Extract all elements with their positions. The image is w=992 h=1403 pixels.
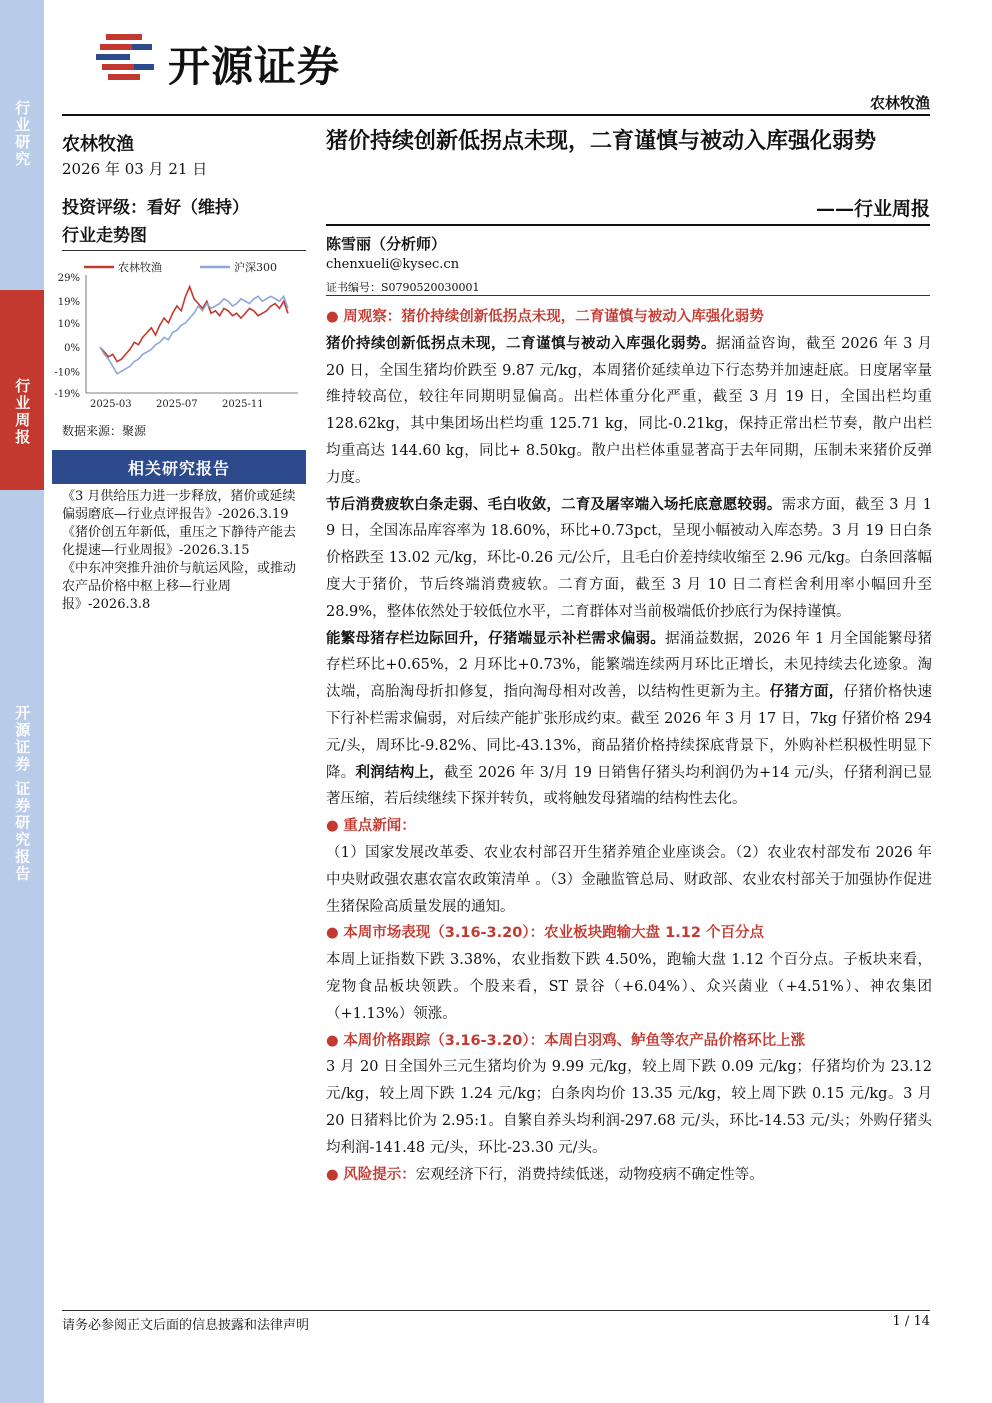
section-heading-weekly-observation: ● 周观察：猪价持续创新低拐点未现，二育谨慎与被动入库强化弱势: [326, 309, 764, 325]
trend-chart: [54, 255, 306, 425]
related-report-item[interactable]: 《3 月供给压力进一步释放，猪价或延续偏弱磨底—行业点评报告》-2026.3.19: [62, 489, 296, 522]
bullet-icon: ●: [326, 818, 344, 835]
x-tick-label: 2025-07: [156, 399, 198, 410]
logo-text: 开源证券: [168, 42, 341, 91]
section-heading-market-performance: ● 本周市场表现（3.16-3.20）：农业板块跑输大盘 1.12 个百分点: [326, 925, 764, 942]
cert-rule: [326, 295, 930, 296]
report-body: [326, 304, 932, 1188]
side-label-industry-research: 行业研究: [13, 100, 32, 168]
y-tick-label: -19%: [54, 389, 80, 400]
related-report-item[interactable]: 《中东冲突推升油价与航运风险，或推动农产品价格中枢上移—行业周报》-2026.3.8: [62, 561, 297, 612]
x-tick-label: 2025-11: [222, 399, 264, 410]
bullet-icon: ●: [326, 309, 344, 325]
section-heading-price-tracking: ● 本周价格跟踪（3.16-3.20）：本周白羽鸡、鲈鱼等农产品价格环比上涨: [326, 1032, 806, 1049]
section-risk: ● 风险提示：宏观经济下行，消费持续低迷，动物疫病不确定性等。: [326, 1166, 764, 1183]
sector-name: 农林牧渔: [62, 134, 134, 155]
legend-label: 沪深300: [234, 261, 277, 274]
report-title: 猪价持续创新低拐点未现，二育谨慎与被动入库强化弱势: [326, 129, 877, 154]
footer-disclaimer: 请务必参阅正文后面的信息披露和法律声明: [62, 1318, 310, 1333]
report-date: 2026 年 03 月 21 日: [62, 160, 208, 178]
y-tick-label: 29%: [57, 273, 80, 284]
related-report-item[interactable]: 《猪价创五年新低，重压之下静待产能去化提速—行业周报》-2026.3.15: [62, 525, 297, 558]
investment-rating: 投资评级：看好（维持）: [62, 198, 249, 218]
paragraph: 本周上证指数下跌 3.38%，农业指数下跌 4.50%，跑输大盘 1.12 个百分点。子板块来看，宠物食品板块领跌。个股来看，ST 景谷（+6.04%）、众兴菌业（+4.51%）、神农集团（+1.13%）领涨。: [326, 952, 932, 1022]
logo-mark-icon: [88, 30, 158, 86]
bullet-icon: ●: [326, 925, 344, 942]
related-reports-heading: 相关研究报告: [52, 450, 306, 484]
section-heading-key-news: ● 重点新闻：: [326, 818, 416, 835]
data-source: 数据来源：聚源: [62, 424, 147, 438]
header-rule: [62, 114, 930, 116]
legend-label: 农林牧渔: [118, 261, 162, 274]
analyst-cert: 证书编号：S0790520030001: [326, 281, 480, 294]
trend-title: 行业走势图: [62, 226, 147, 246]
footer-rule: [62, 1310, 930, 1311]
analyst-email[interactable]: chenxueli@kysec.cn: [326, 257, 460, 272]
logo: [88, 30, 388, 91]
y-tick-label: 0%: [64, 343, 80, 355]
paragraph: （1）国家发展改革委、农业农村部召开生猪养殖企业座谈会。（2）农业农村部发布 2026 年中央财政强农惠农富农政策清单 。（3）金融监管总局、财政部、农业农村部关于加强协作促进生猪保险高质量发展的通知。: [326, 844, 932, 915]
report-subtitle: ——行业周报: [815, 198, 930, 220]
paragraph: 能繁母猪存栏边际回升，仔猪端显示补栏需求偏弱。据涌益数据，2026 年 1 月全国能繁母猪存栏环比+0.65%，2 月环比+0.73%，能繁端连续两月环比正增长，未见持续去化迹象。淘汰端，高胎淘母折扣修复，指向淘母相对改善，以结构性更新为主。仔猪方面，仔猪价格快速下行补栏需求偏弱，对后续产能扩张形成约束。截至 2026 年 3 月 17 日，7kg 仔猪价格 294 元/头，周环比-9.82%、同比-43.13%，商品猪价格持续探底背景下，外购补栏积极性明显下降。利润结构上，截至 2026 年 3/月 19 日销售仔猪头均利润仍为+14 元/头，仔猪利润已显著压缩，若后续继续下探并转负，或将触发母猪端的结构性去化。: [326, 630, 933, 808]
trend-rule: [62, 250, 306, 251]
header-sector: 农林牧渔: [869, 94, 930, 112]
page-number: 1 / 14: [892, 1314, 930, 1329]
bullet-icon: ●: [326, 1166, 344, 1183]
paragraph: 节后消费疲软白条走弱、毛白收敛，二育及屠宰端入场托底意愿较弱。需求方面，截至 3 月 1 9 日，全国冻品库容率为 18.60%，环比+0.73pct，呈现小幅被动入库态势。3 月 19 日白条价格跌至 13.02 元/kg，环比-0.26 元/公斤，且毛白价差持续收缩至 2.96 元/kg。白条回落幅度大于猪价，节后终端消费疲软。二育方面，截至 3 月 10 日二育栏舍利用率小幅回升至 28.9%，整体依然处于较低位水平，二育群体对当前极端低价抄底行为保持谨慎。: [326, 496, 933, 620]
paragraph: 猪价持续创新低拐点未现，二育谨慎与被动入库强化弱势。据涌益咨询，截至 2026 年 3 月 20 日，全国生猪均价跌至 9.87 元/kg，本周猪价延续单边下行态势并加速赶底。日度屠宰量维持较高位，较往年同期明显偏高。出栏体重分化严重，截至 3 月 19 日，全国出栏均重 128.62kg，其中集团场出栏均重 125.71 kg，同比-0.21kg，保持正常出栏节奏，散户出栏均重高达 144.60 kg，同比+ 8.50kg。散户出栏体重显著高于去年同期，压制未来猪价反弹力度。: [326, 335, 933, 486]
y-tick-label: 19%: [57, 297, 80, 309]
y-tick-label: -10%: [54, 367, 80, 379]
analyst-name: 陈雪丽（分析师）: [326, 235, 447, 253]
x-tick-label: 2025-03: [90, 399, 132, 410]
related-reports-list: [62, 488, 306, 614]
side-label-weekly: 行业周报: [0, 290, 44, 490]
side-label-kysec: 开源证券 证券研究报告: [13, 705, 32, 883]
bullet-icon: ●: [326, 1032, 344, 1049]
paragraph: 3 月 20 日全国外三元生猪均价为 9.99 元/kg，较上周下跌 0.09 元/kg；仔猪均价为 23.12 元/kg，较上周下跌 1.24 元/kg；白条肉均价 13.35 元/kg，较上周下跌 0.15 元/kg。3 月 20 日猪料比价为 2.95:1。自繁自养头均利润-297.68 元/头，环比-14.53 元/头；外购仔猪头均利润-141.48 元/头，环比-23.30 元/头。: [326, 1059, 932, 1156]
y-tick-label: 10%: [57, 318, 80, 330]
subtitle-rule: [326, 224, 930, 226]
series-line: [100, 296, 288, 373]
